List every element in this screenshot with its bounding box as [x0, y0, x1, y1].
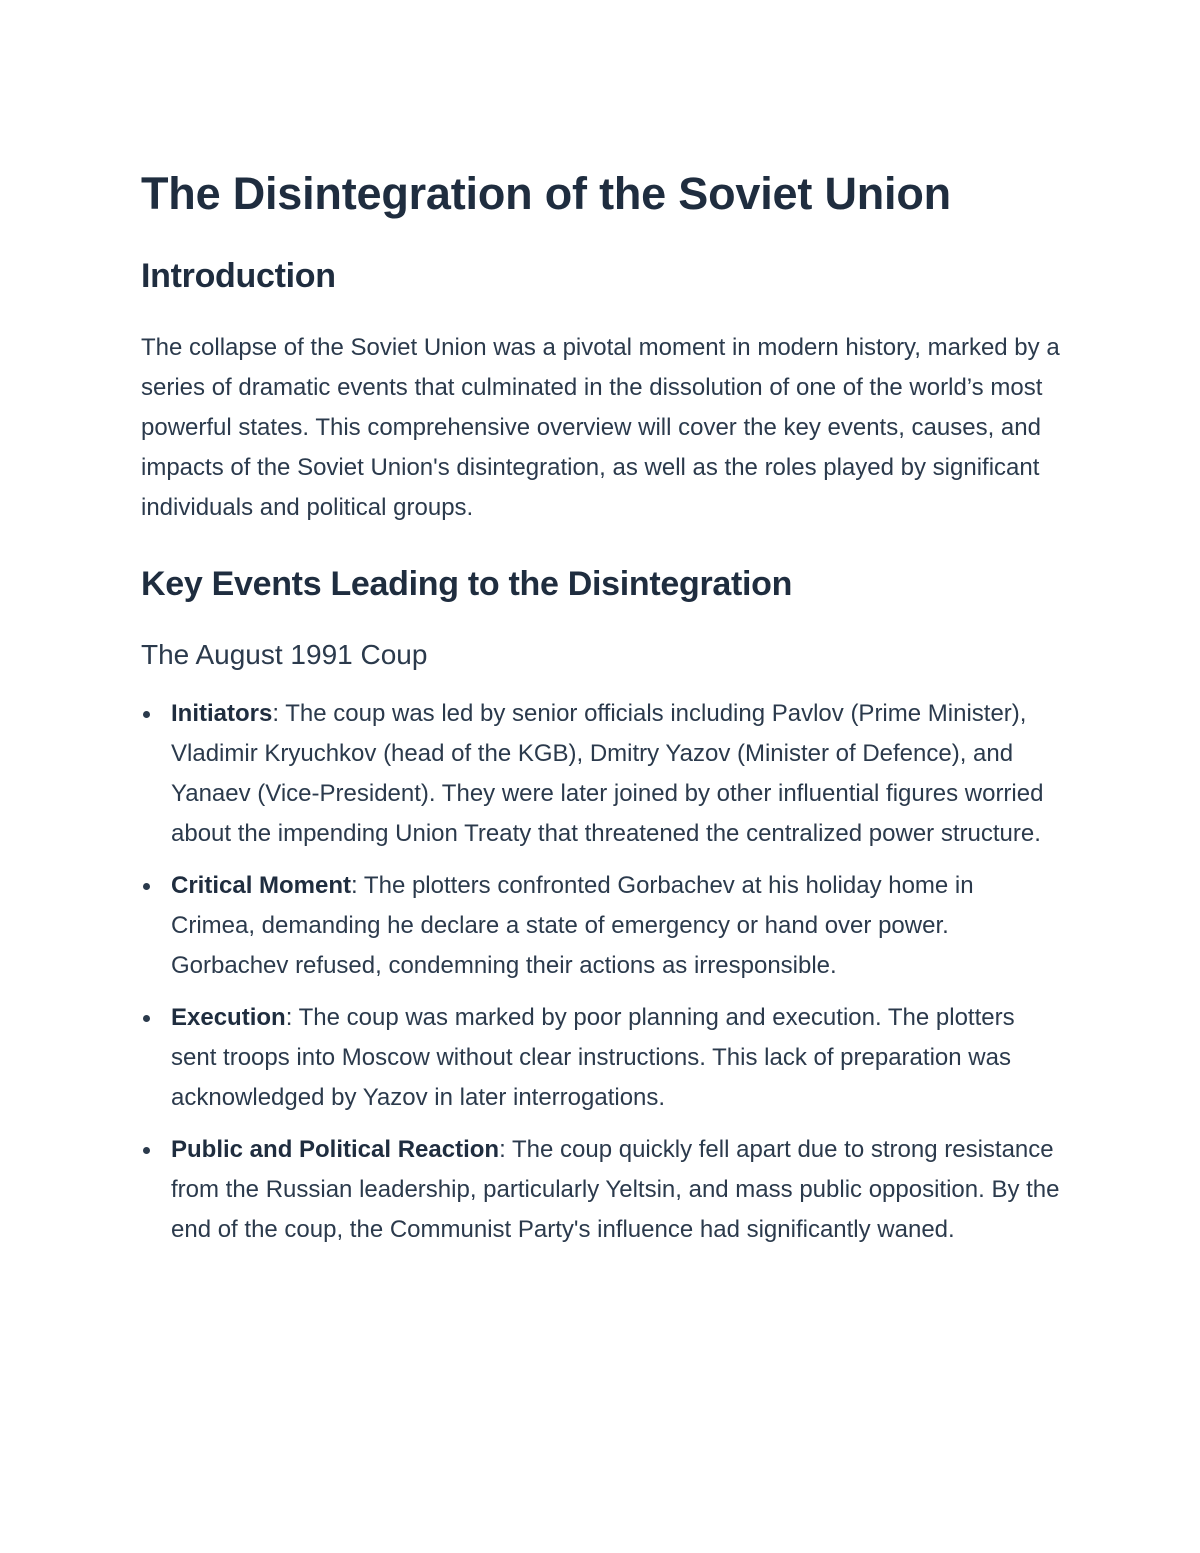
list-item-text: : The plotters confronted Gorbachev at his holiday home in Crimea, demanding he declare a state of emergency or hand over power. Gorbachev refused, condemning their actions as irresponsible.	[171, 872, 974, 979]
list-item-label: Critical Moment	[171, 872, 352, 899]
bullet-icon	[143, 1147, 150, 1154]
list-item-initiators	[141, 694, 1061, 854]
key-events-heading: Key Events Leading to the Disintegration	[141, 565, 793, 603]
list-item-text: : The coup was led by senior officials including Pavlov (Prime Minister), Vladimir Kryuchkov (head of the KGB), Dmitry Yazov (Minister of Defence), and Yanaev (Vice-President). They were later joined by other influential figures worried about the impending Union Treaty that threatened the centralized power structure.	[171, 700, 1044, 847]
bullet-icon	[143, 711, 150, 718]
introduction-heading: Introduction	[141, 257, 336, 295]
list-item-label: Execution	[171, 1004, 286, 1031]
list-item-label: Initiators	[171, 700, 273, 727]
list-item-execution	[141, 998, 1061, 1118]
list-item-text: : The coup was marked by poor planning and execution. The plotters sent troops into Moscow without clear instructions. This lack of preparation was acknowledged by Yazov in later interrogations.	[171, 1004, 1015, 1111]
list-item-critical-moment	[141, 866, 1061, 986]
introduction-paragraph: The collapse of the Soviet Union was a pivotal moment in modern history, marked by a series of dramatic events that culminated in the dissolution of one of the world’s most powerful states. This comprehensive overview will cover the key events, causes, and impacts of the Soviet Union's disintegration, as well as the roles played by significant individuals and political groups.	[141, 334, 1060, 521]
list-item-text: : The coup quickly fell apart due to strong resistance from the Russian leadership, particularly Yeltsin, and mass public opposition. By the end of the coup, the Communist Party's influence had significantly waned.	[171, 1136, 1060, 1243]
coup-details-list	[141, 694, 1061, 1250]
document-page	[141, 158, 1061, 1262]
bullet-icon	[143, 883, 150, 890]
list-item-label: Public and Political Reaction	[171, 1136, 500, 1163]
document-title: The Disintegration of the Soviet Union	[141, 168, 951, 219]
bullet-icon	[143, 1015, 150, 1022]
coup-subheading: The August 1991 Coup	[141, 639, 428, 670]
list-item-public-reaction	[141, 1130, 1061, 1250]
